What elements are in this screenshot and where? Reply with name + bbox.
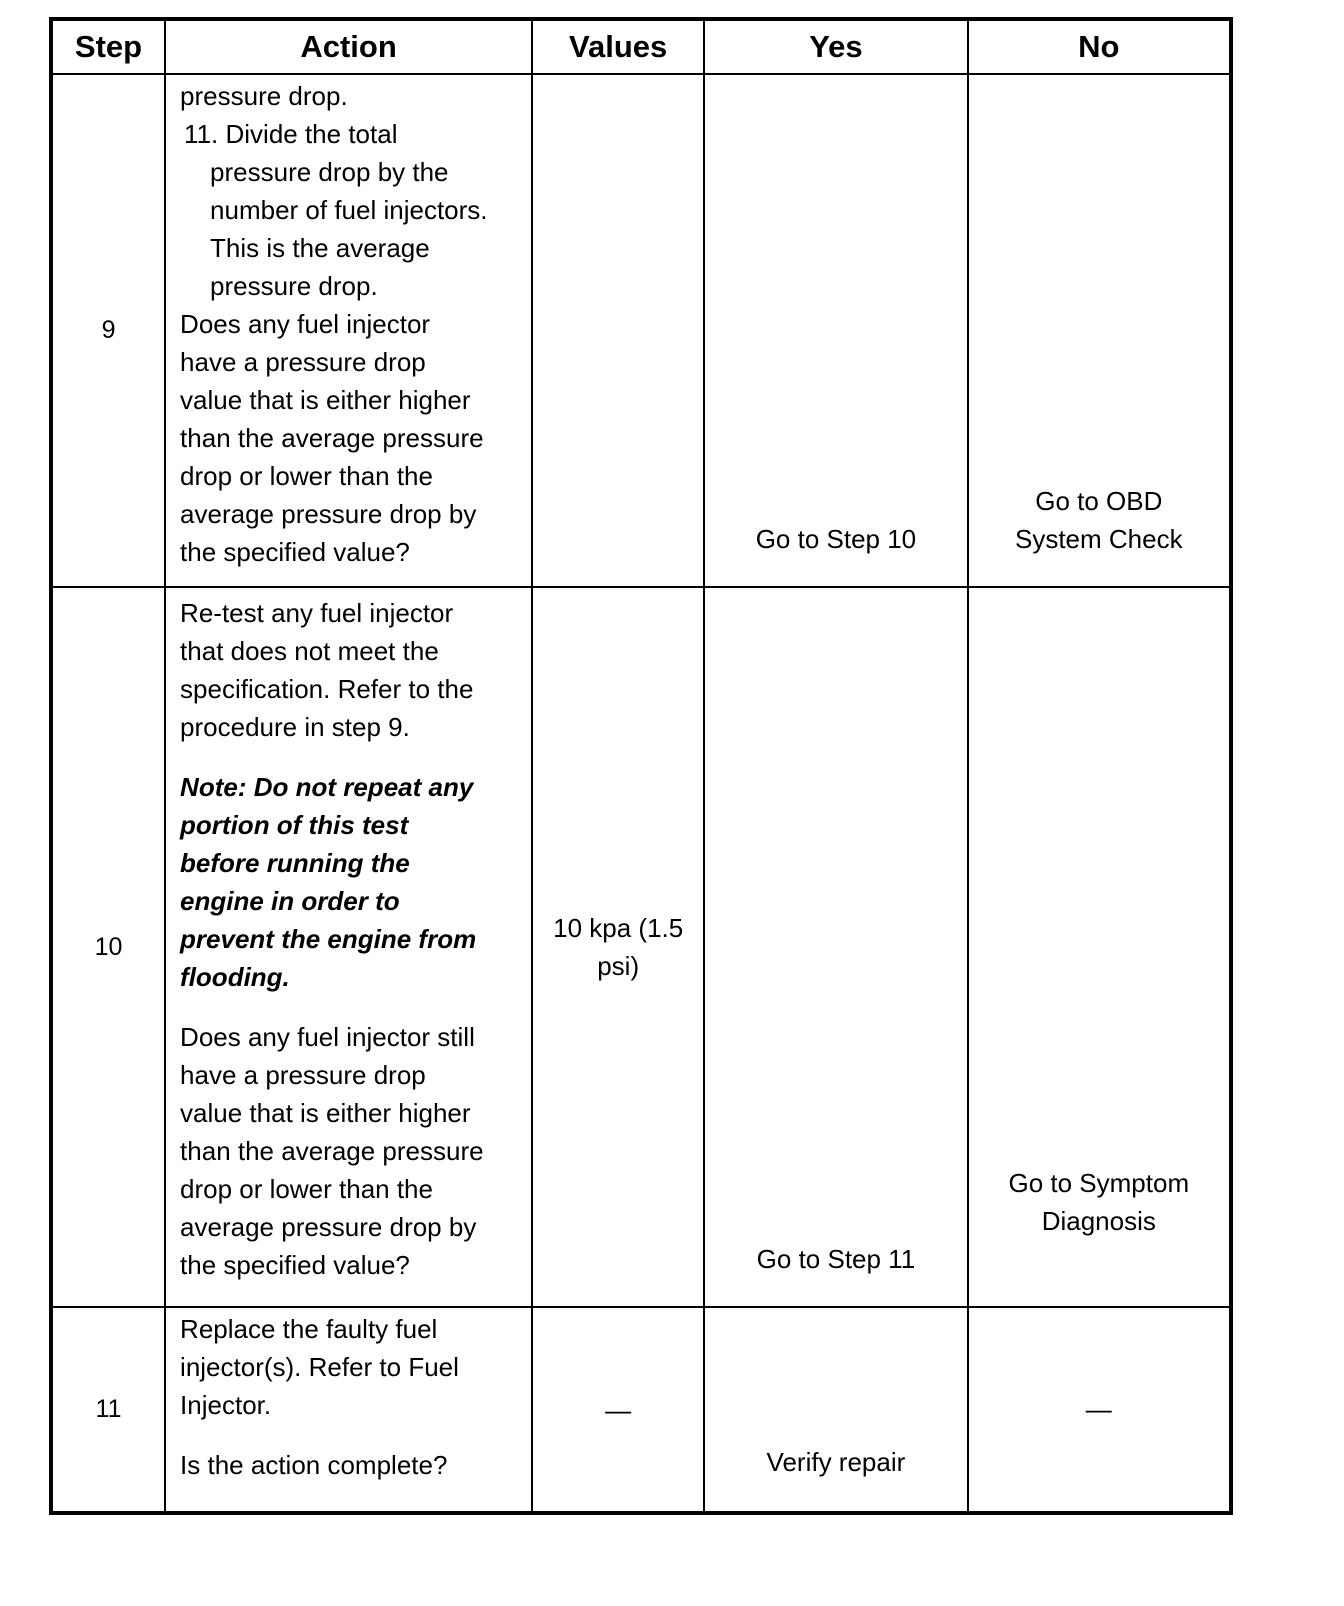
action-line: drop or lower than the [180,461,433,491]
no-text-line: Diagnosis [1041,1206,1156,1236]
action-line: Replace the faulty fuel [180,1314,438,1344]
header-action: Action [165,19,532,74]
values-cell [532,74,704,587]
no-cell [968,587,1231,1307]
yes-cell [704,587,967,1307]
no-text-line: Go to OBD [1035,486,1163,516]
step-number: 10 [51,587,165,1307]
question-line: drop or lower than the [180,1174,433,1204]
yes-cell [704,1307,967,1513]
note-line: before running the [180,848,410,878]
question-line: Is the action complete? [180,1450,448,1480]
action-line: the specified value? [180,537,410,567]
header-row [51,19,1231,74]
step-number: 9 [51,74,165,587]
dash-value: — [1085,1394,1112,1424]
action-line: procedure in step 9. [180,712,410,742]
table-row-step-9 [51,74,1231,587]
action-line: than the average pressure [180,423,484,453]
action-line: This is the average [210,233,430,263]
table-row-step-10 [51,587,1231,1307]
note-line: prevent the engine from [180,924,477,954]
yes-cell [704,74,967,587]
question-line: than the average pressure [180,1136,484,1166]
question-line: have a pressure drop [180,1060,426,1090]
note-line: engine in order to [180,886,400,916]
action-line: that does not meet the [180,636,439,666]
action-line: specification. Refer to the [180,674,474,704]
action-line: have a pressure drop [180,347,426,377]
values-cell [532,587,704,1307]
question-line: Does any fuel injector still [180,1022,475,1052]
action-line: number of fuel injectors. [210,195,488,225]
note-line: Note: Do not repeat any [180,772,474,802]
action-cell [165,587,532,1307]
no-cell [968,74,1231,587]
header-no: No [968,19,1231,74]
values-line: 10 kpa (1.5 [553,913,684,943]
action-line: Injector. [180,1390,272,1420]
no-cell [968,1307,1231,1513]
values-line: psi) [597,951,640,981]
header-yes: Yes [704,19,967,74]
action-cell [165,74,532,587]
question-line: average pressure drop by [180,1212,477,1242]
action-line: 11. Divide the total [184,119,398,149]
header-step: Step [51,19,165,74]
action-line: pressure drop. [180,81,348,111]
action-cell [165,1307,532,1513]
diagnostic-table [49,17,1233,1515]
no-text-line: System Check [1014,524,1183,554]
dash-value: — [605,1394,632,1425]
action-line: value that is either higher [180,385,471,415]
header-values: Values [532,19,704,74]
values-cell [532,1307,704,1513]
question-line: the specified value? [180,1250,410,1280]
step-number: 11 [51,1307,165,1513]
note-line: flooding. [180,962,290,992]
action-line: pressure drop. [210,271,378,301]
question-line: value that is either higher [180,1098,471,1128]
note-line: portion of this test [180,810,409,840]
yes-text: Verify repair [766,1447,906,1477]
action-line: Does any fuel injector [180,309,431,339]
action-line: injector(s). Refer to Fuel [180,1352,459,1382]
table-row-step-11 [51,1307,1231,1513]
yes-text: Go to Step 11 [756,1244,916,1274]
action-line: average pressure drop by [180,499,477,529]
action-note [180,768,521,996]
yes-text: Go to Step 10 [755,524,917,554]
no-text-line: Go to Symptom [1008,1168,1190,1198]
action-line: pressure drop by the [210,157,449,187]
action-line: Re-test any fuel injector [180,598,454,628]
